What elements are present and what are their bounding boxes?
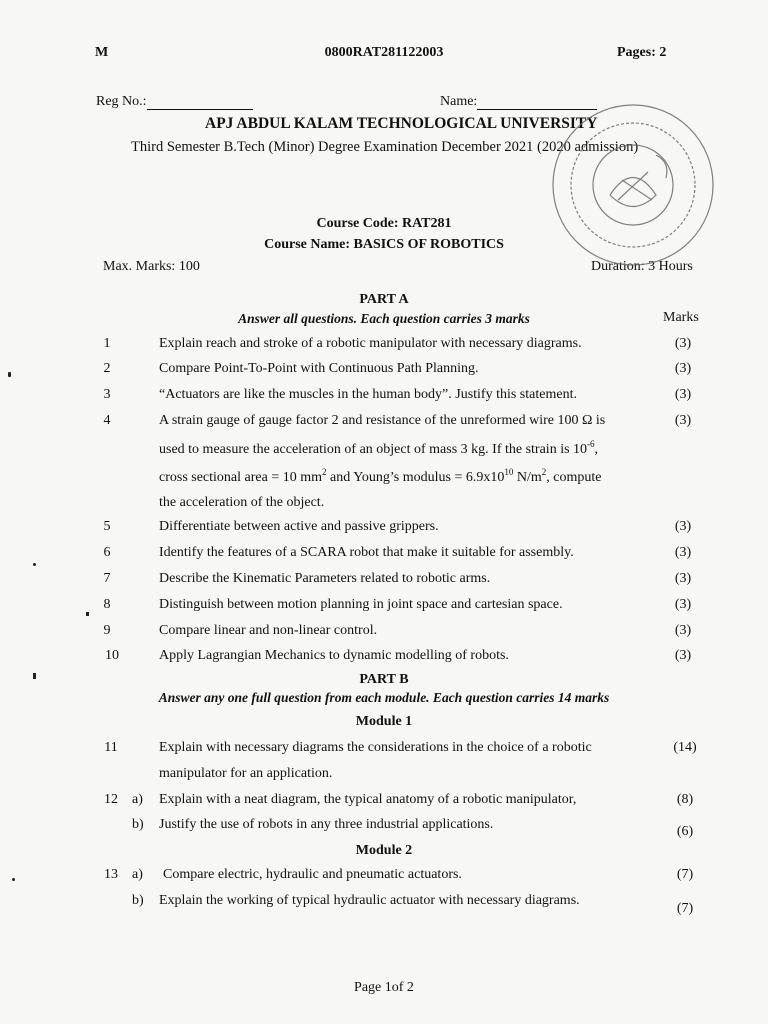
superscript: 2 bbox=[541, 467, 547, 477]
question-number: 12 bbox=[104, 792, 118, 807]
question-number: 2 bbox=[103, 361, 111, 376]
question-text: Identify the features of a SCARA robot that make it suitable for assembly. bbox=[159, 545, 574, 560]
question-text: Explain with a neat diagram, the typical anatomy of a robotic manipulator, bbox=[159, 792, 577, 807]
scan-speck bbox=[33, 673, 36, 679]
question-marks: (3) bbox=[674, 597, 692, 612]
question-marks: (3) bbox=[674, 648, 692, 663]
part-a-instruction: Answer all questions. Each question carries 3 marks bbox=[238, 311, 530, 326]
question-number: 8 bbox=[103, 597, 111, 612]
max-marks: Max. Marks: 100 bbox=[103, 259, 200, 274]
question-text: Describe the Kinematic Parameters related to robotic arms. bbox=[159, 571, 491, 586]
reg-no-field bbox=[96, 94, 253, 110]
page-count: Pages: 2 bbox=[617, 45, 667, 60]
part-a-title: PART A bbox=[359, 292, 409, 307]
question-marks: (7) bbox=[676, 867, 694, 882]
stamp-emblem-ring bbox=[593, 145, 673, 225]
question-text: Distinguish between motion planning in joint space and cartesian space. bbox=[159, 597, 563, 612]
question-number: 7 bbox=[103, 571, 111, 586]
college-stamp bbox=[548, 100, 718, 270]
superscript: 2 bbox=[322, 467, 327, 477]
scan-speck bbox=[8, 372, 11, 377]
question-marks: (14) bbox=[673, 740, 697, 755]
question-marks: (3) bbox=[674, 545, 692, 560]
set-code: M bbox=[95, 45, 109, 60]
sub-label: b) bbox=[132, 817, 144, 832]
superscript: -6 bbox=[587, 439, 595, 449]
text-run: and Young’s modulus = 6.9x10 bbox=[326, 470, 505, 485]
scan-speck bbox=[33, 563, 36, 566]
question-marks: (7) bbox=[676, 901, 694, 916]
text-run: , compute bbox=[546, 470, 602, 485]
question-number: 5 bbox=[103, 519, 111, 534]
question-text-line: Explain with necessary diagrams the considerations in the choice of a robotic bbox=[159, 740, 592, 755]
reg-no-label: Reg No.: bbox=[96, 94, 147, 109]
question-number: 3 bbox=[103, 387, 111, 402]
marks-header: Marks bbox=[663, 310, 699, 325]
signature-flourish bbox=[656, 155, 667, 178]
question-marks: (6) bbox=[676, 824, 694, 839]
superscript: 10 bbox=[504, 467, 514, 477]
part-b-instruction: Answer any one full question from each module. Each question carries 14 marks bbox=[158, 690, 610, 705]
module-1-title: Module 1 bbox=[355, 714, 413, 729]
signature-scribble bbox=[618, 172, 652, 200]
module-2-title: Module 2 bbox=[355, 843, 413, 858]
text-run: used to measure the acceleration of an object of mass 3 kg. If the strain is 10 bbox=[159, 442, 588, 457]
question-marks: (3) bbox=[674, 623, 692, 638]
question-text: Apply Lagrangian Mechanics to dynamic modelling of robots. bbox=[159, 648, 509, 663]
stamp-inner-ring bbox=[571, 123, 695, 247]
question-number: 4 bbox=[103, 413, 111, 428]
question-marks: (3) bbox=[674, 336, 692, 351]
scan-speck bbox=[86, 612, 89, 616]
question-text-line bbox=[159, 467, 602, 486]
question-number: 1 bbox=[103, 336, 111, 351]
question-marks: (3) bbox=[674, 387, 692, 402]
question-marks: (3) bbox=[674, 361, 692, 376]
page-footer: Page 1of 2 bbox=[354, 980, 414, 995]
duration: Duration: 3 Hours bbox=[591, 259, 693, 274]
sub-label: a) bbox=[132, 792, 143, 807]
question-text: Explain reach and stroke of a robotic manipulator with necessary diagrams. bbox=[159, 336, 582, 351]
question-number: 9 bbox=[103, 623, 111, 638]
course-code: Course Code: RAT281 bbox=[316, 216, 452, 231]
question-marks: (8) bbox=[676, 792, 694, 807]
paper-code: 0800RAT281122003 bbox=[324, 45, 444, 60]
question-text: Compare electric, hydraulic and pneumatic actuators. bbox=[163, 867, 462, 882]
question-marks: (3) bbox=[674, 413, 692, 428]
question-marks: (3) bbox=[674, 571, 692, 586]
question-number: 13 bbox=[104, 867, 118, 882]
reg-no-blank bbox=[147, 97, 253, 110]
text-run: , bbox=[594, 442, 599, 457]
university-name: APJ ABDUL KALAM TECHNOLOGICAL UNIVERSITY bbox=[205, 115, 598, 132]
name-label: Name: bbox=[440, 94, 478, 109]
question-number: 11 bbox=[104, 740, 118, 755]
question-text: Explain the working of typical hydraulic actuator with necessary diagrams. bbox=[159, 893, 580, 908]
stamp-outer-ring bbox=[553, 105, 713, 265]
question-text-line: A strain gauge of gauge factor 2 and resistance of the unreformed wire 100 Ω is bbox=[159, 413, 606, 428]
scan-speck bbox=[12, 878, 15, 881]
text-run: cross sectional area = 10 mm bbox=[159, 470, 323, 485]
question-text: Compare linear and non-linear control. bbox=[159, 623, 378, 638]
course-name: Course Name: BASICS OF ROBOTICS bbox=[264, 237, 504, 252]
question-number: 6 bbox=[103, 545, 111, 560]
question-text-line: the acceleration of the object. bbox=[159, 495, 325, 510]
stamp-emblem-icon bbox=[610, 178, 656, 207]
question-marks: (3) bbox=[674, 519, 692, 534]
question-text-line: manipulator for an application. bbox=[159, 766, 333, 781]
sub-label: b) bbox=[132, 893, 144, 908]
part-b-title: PART B bbox=[359, 672, 409, 687]
sub-label: a) bbox=[132, 867, 143, 882]
question-text-line bbox=[159, 439, 598, 458]
exam-title: Third Semester B.Tech (Minor) Degree Examination December 2021 (2020 admission) bbox=[131, 139, 639, 155]
question-text: Justify the use of robots in any three industrial applications. bbox=[159, 817, 494, 832]
question-number: 10 bbox=[105, 648, 119, 663]
question-text: Compare Point-To-Point with Continuous Path Planning. bbox=[159, 361, 479, 376]
question-text: Differentiate between active and passive grippers. bbox=[159, 519, 439, 534]
text-run: N/m bbox=[513, 470, 542, 485]
question-text: “Actuators are like the muscles in the human body”. Justify this statement. bbox=[159, 387, 577, 402]
